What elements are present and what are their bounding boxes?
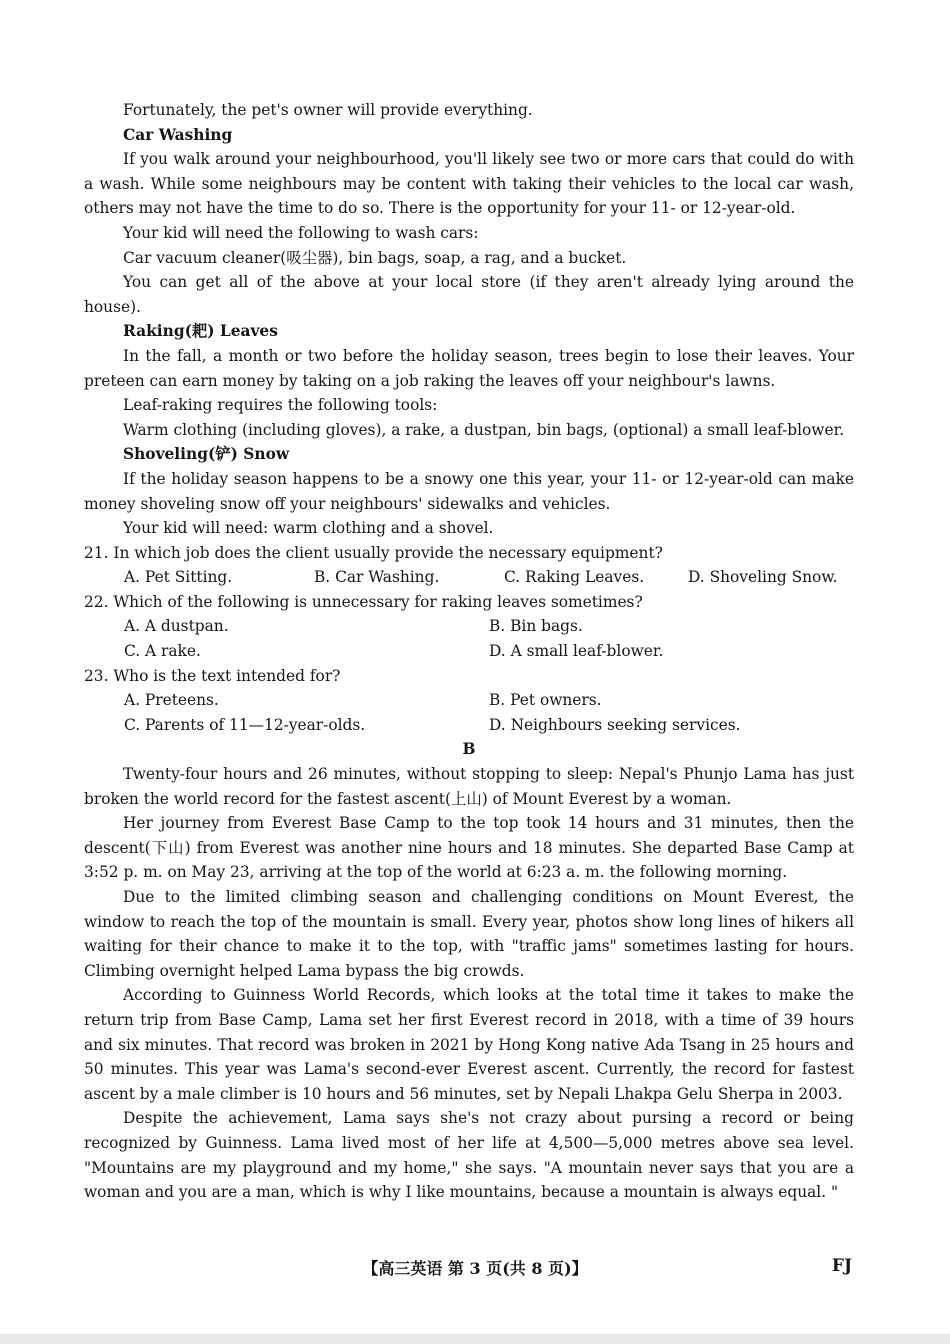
car-washing-paragraph-3: Car vacuum cleaner(吸尘器), bin bags, soap, a rag, and a bucket. <box>123 248 627 267</box>
footer-code: FJ <box>831 1256 852 1276</box>
question-22 <box>84 590 854 664</box>
raking-paragraph-3: Warm clothing (including gloves), a rake, a dustpan, bin bags, (optional) a small leaf-blower. <box>123 420 845 439</box>
passage-b-paragraph-1: Twenty-four hours and 26 minutes, without stopping to sleep: Nepal's Phunjo Lama has just broken the world record for the fastest ascent(上山) of Mount Everest by a woman. <box>84 765 854 808</box>
car-washing-paragraph-2: Your kid will need the following to wash cars: <box>123 223 479 242</box>
question-22-option-c[interactable]: C. A rake. <box>124 642 201 661</box>
question-23-options-row-2 <box>84 713 854 738</box>
question-21-options <box>84 565 854 590</box>
question-23-option-a[interactable]: A. Preteens. <box>124 691 219 710</box>
question-21 <box>84 541 854 590</box>
question-22-option-a[interactable]: A. A dustpan. <box>124 617 229 636</box>
question-23-option-c[interactable]: C. Parents of 11—12-year-olds. <box>124 715 366 734</box>
question-21-option-c[interactable]: C. Raking Leaves. <box>504 568 645 587</box>
question-21-stem: 21. In which job does the client usually provide the necessary equipment? <box>84 543 663 562</box>
pet-sitting-closing-line: Fortunately, the pet's owner will provide everything. <box>123 101 533 119</box>
question-23-option-d[interactable]: D. Neighbours seeking services. <box>489 715 741 734</box>
raking-paragraph-2: Leaf-raking requires the following tools: <box>123 396 438 415</box>
passage-b-paragraph-5: Despite the achievement, Lama says she's not crazy about pursing a record or being recognized by Guinness. Lama lived most of her life at 4,500—5,000 metres above sea level. "Mountains are my playground and my home," she says. "A mountain never says that you are a woman and you are a man, which is why I like mountains, because a mountain is always equal. " <box>84 1109 854 1202</box>
scan-bottom-band <box>0 1334 950 1344</box>
heading-raking-leaves: Raking(耙) Leaves <box>123 322 278 341</box>
car-washing-paragraph-4: You can get all of the above at your local store (if they aren't already lying around the house). <box>84 273 854 316</box>
shoveling-paragraph-2: Your kid will need: warm clothing and a shovel. <box>123 519 494 538</box>
question-23-option-b[interactable]: B. Pet owners. <box>489 691 602 710</box>
page-footer: 【高三英语 第 3 页(共 8 页)】 <box>362 1259 588 1278</box>
passage-b-paragraph-4: According to Guinness World Records, which looks at the total time it takes to make the return trip from Base Camp, Lama set her first Everest record in 2018, with a time of 39 hours and six minutes. That record was broken in 2021 by Hong Kong native Ada Tsang in 25 hours and 50 minutes. This year was Lama's second-ever Everest ascent. Currently, the record for fastest ascent by a male climber is 10 hours and 56 minutes, set by Nepali Lhakpa Gelu Sherpa in 2003. <box>84 986 854 1103</box>
question-23-stem: 23. Who is the text intended for? <box>84 666 341 685</box>
question-21-option-d[interactable]: D. Shoveling Snow. <box>688 568 838 587</box>
question-22-option-d[interactable]: D. A small leaf-blower. <box>489 642 664 661</box>
question-22-options-row-1 <box>84 614 854 639</box>
passage-b-paragraph-3: Due to the limited climbing season and challenging conditions on Mount Everest, the window to reach the top of the mountain is small. Every year, photos show long lines of hikers all waiting for their chance to make it to the top, with "traffic jams" sometimes lasting for hours. Climbing overnight helped Lama bypass the big crowds. <box>84 888 854 980</box>
question-21-option-b[interactable]: B. Car Washing. <box>314 568 440 587</box>
question-22-options-row-2 <box>84 639 854 664</box>
question-22-option-b[interactable]: B. Bin bags. <box>489 617 583 636</box>
heading-car-washing: Car Washing <box>123 125 233 144</box>
section-b-label: B <box>462 740 476 759</box>
question-23 <box>84 664 854 738</box>
passage-b-paragraph-2: Her journey from Everest Base Camp to the top took 14 hours and 31 minutes, then the descent(下山) from Everest was another nine hours and 18 minutes. She departed Base Camp at 3:52 p. m. on May 23, arriving at the top of the world at 6:23 a. m. the following morning. <box>84 814 854 882</box>
question-22-stem: 22. Which of the following is unnecessary for raking leaves sometimes? <box>84 592 643 611</box>
heading-shoveling-snow: Shoveling(铲) Snow <box>123 445 290 464</box>
question-23-options-row-1 <box>84 688 854 713</box>
question-21-option-a[interactable]: A. Pet Sitting. <box>124 568 233 587</box>
car-washing-paragraph-1: If you walk around your neighbourhood, you'll likely see two or more cars that could do with a wash. While some neighbours may be content with taking their vehicles to the local car wash, others may not have the time to do so. There is the opportunity for your 11- or 12-year-old. <box>84 150 854 218</box>
shoveling-paragraph-1: If the holiday season happens to be a snowy one this year, your 11- or 12-year-old can make money shoveling snow off your neighbours' sidewalks and vehicles. <box>84 469 854 513</box>
raking-paragraph-1: In the fall, a month or two before the holiday season, trees begin to lose their leaves. Your preteen can earn money by taking on a job raking the leaves off your neighbour's lawns. <box>84 346 854 390</box>
